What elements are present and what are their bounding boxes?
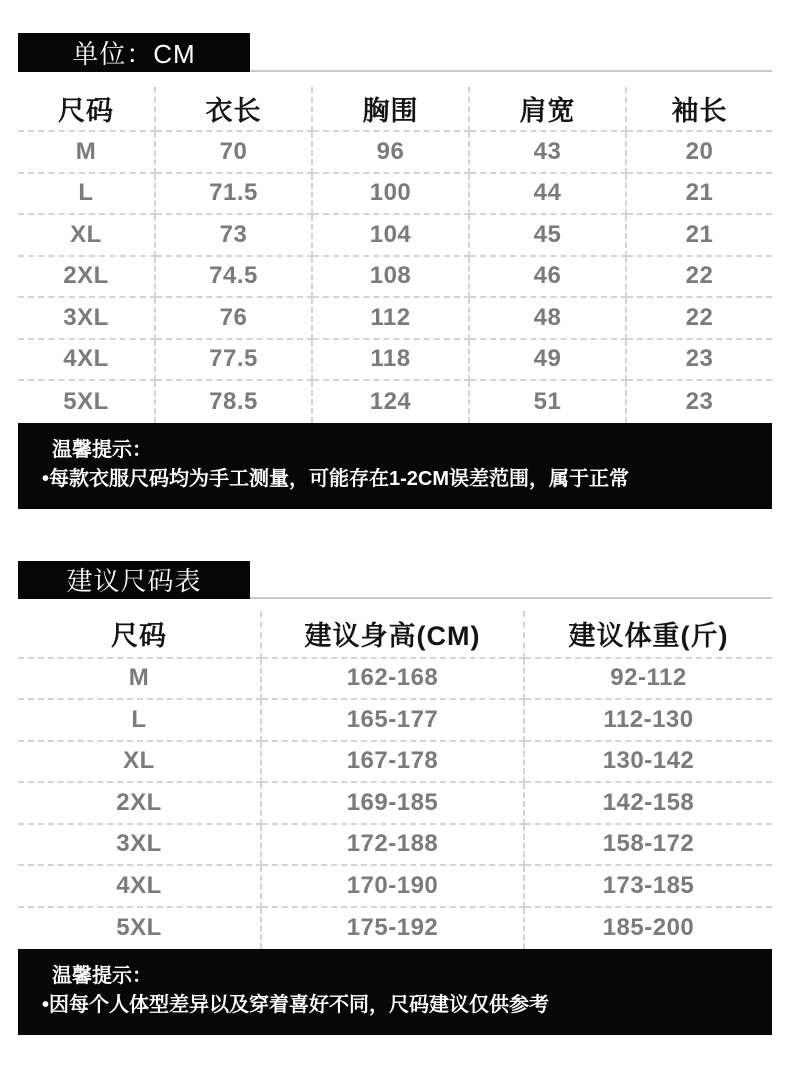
table-cell: 22 — [627, 257, 772, 299]
unit-badge-row — [18, 33, 772, 72]
size-label: XL — [18, 215, 156, 257]
notice-title: 温馨提示： — [52, 438, 152, 461]
table-cell: 73 — [156, 215, 313, 257]
notice-banner-suggest — [18, 949, 772, 1035]
measurement-section — [18, 33, 772, 509]
table-cell: 22 — [627, 298, 772, 340]
table-cell: 173-185 — [525, 866, 772, 908]
table-cell: 49 — [470, 340, 627, 382]
size-label: 4XL — [18, 340, 156, 382]
table-cell: 46 — [470, 257, 627, 299]
suggestion-section — [18, 561, 772, 1036]
table-cell: 77.5 — [156, 340, 313, 382]
table-cell: 51 — [470, 381, 627, 423]
table-cell: 130-142 — [525, 742, 772, 784]
size-table — [18, 87, 772, 423]
table-cell: 162-168 — [262, 659, 525, 701]
column-header: 胸围 — [313, 87, 470, 132]
table-cell: 74.5 — [156, 257, 313, 299]
table-cell: 21 — [627, 215, 772, 257]
size-label: 2XL — [18, 257, 156, 299]
table-cell: 175-192 — [262, 908, 525, 950]
size-label: L — [18, 174, 156, 216]
size-label: L — [18, 700, 262, 742]
table-cell: 92-112 — [525, 659, 772, 701]
table-cell: 104 — [313, 215, 470, 257]
unit-badge: 单位：CM — [18, 33, 250, 72]
notice-title: 温馨提示： — [52, 965, 152, 987]
table-cell: 108 — [313, 257, 470, 299]
table-cell: 45 — [470, 215, 627, 257]
table-cell: 185-200 — [602, 914, 695, 942]
size-label: 4XL — [18, 866, 262, 908]
size-label: 5XL — [18, 908, 262, 950]
size-label: 3XL — [18, 825, 262, 867]
suggest-badge-row — [18, 561, 772, 599]
table-cell: 43 — [470, 132, 627, 174]
table-cell: 172-188 — [262, 825, 525, 867]
badge-underline — [250, 597, 772, 599]
table-cell: 78.5 — [156, 381, 313, 423]
table-cell: 100 — [313, 174, 470, 216]
column-header: 袖长 — [627, 87, 772, 132]
table-cell: 158-172 — [525, 825, 772, 867]
suggest-badge: 建议尺码表 — [18, 561, 250, 599]
table-cell: 169-185 — [262, 783, 525, 825]
column-header: 建议体重(斤) — [525, 611, 772, 659]
suggest-table — [18, 611, 772, 950]
size-label: 5XL — [18, 381, 156, 423]
column-header: 尺码 — [18, 87, 156, 132]
table-cell: 118 — [313, 340, 470, 382]
notice-text: •因每个人体型差异以及穿着喜好不同，尺码建议仅供参考 — [42, 994, 550, 1016]
table-cell: 96 — [313, 132, 470, 174]
size-label: M — [18, 132, 156, 174]
badge-underline — [250, 70, 772, 72]
table-cell: 112-130 — [525, 700, 772, 742]
table-cell: 165-177 — [262, 700, 525, 742]
column-header: 建议身高(CM) — [262, 611, 525, 659]
table-cell: 23 — [627, 340, 772, 382]
table-cell: 167-178 — [262, 742, 525, 784]
table-cell: 142-158 — [525, 783, 772, 825]
column-header: 尺码 — [18, 611, 262, 659]
table-cell: 170-190 — [262, 866, 525, 908]
table-cell: 21 — [627, 174, 772, 216]
size-label: XL — [18, 742, 262, 784]
table-cell: 71.5 — [156, 174, 313, 216]
column-header: 衣长 — [156, 87, 313, 132]
table-cell: 23 — [685, 387, 714, 415]
table-cell: 112 — [313, 298, 470, 340]
size-label: 3XL — [18, 298, 156, 340]
size-label: 2XL — [18, 783, 262, 825]
table-cell: 44 — [470, 174, 627, 216]
table-cell: 48 — [470, 298, 627, 340]
table-cell: 76 — [156, 298, 313, 340]
column-header: 肩宽 — [470, 87, 627, 132]
table-cell: 20 — [627, 132, 772, 174]
table-cell: 70 — [156, 132, 313, 174]
size-label: M — [18, 659, 262, 701]
table-cell: 124 — [313, 381, 470, 423]
notice-text: •每款衣服尺码均为手工测量，可能存在1-2CM误差范围，属于正常 — [42, 467, 630, 490]
notice-banner-measure — [18, 423, 772, 509]
